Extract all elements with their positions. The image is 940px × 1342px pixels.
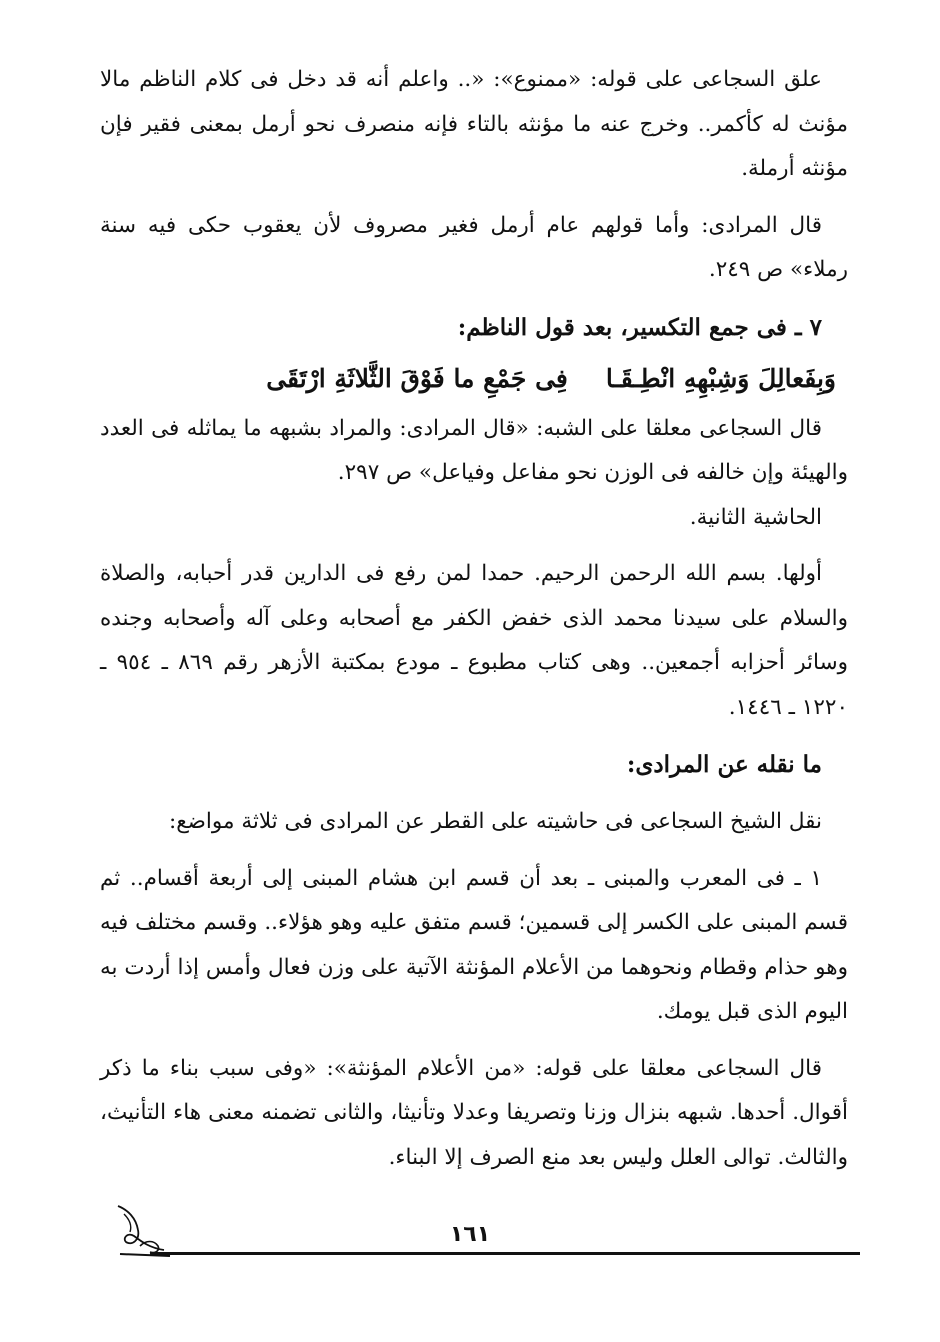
section-heading-plural: ٧ ـ فى جمع التكسير، بعد قول الناظم:	[457, 313, 822, 341]
verse-first-hemistich: وَبِفَعالِلَ وَشِبْهِهِ انْطِـقَـا	[605, 363, 836, 393]
paragraph-1: علق السجاعى على قوله: «ممنوع»: «.. واعلم أنه قد دخل فى كلام الناظم مالا مؤنث له كأكمر.. وخرج عنه ما مؤنثه بالتاء فإنه منصرف نحو أرمل بمعنى فقير فإن مؤنثه أرملة.	[100, 67, 848, 181]
poetry-verse	[100, 351, 848, 407]
paragraph-6: نقل الشيخ السجاعى فى حاشيته على القطر عن المرادى فى ثلاثة مواضع:	[168, 809, 822, 834]
page-number: ١٦١	[449, 1222, 491, 1247]
paragraph-7: ١ ـ فى المعرب والمبنى ـ بعد أن قسم ابن هشام المبنى إلى أربعة أقسام.. ثم قسم المبنى على الكسر إلى قسمين؛ قسم متفق عليه وهو هؤلاء.. وقسم مختلف فيه وهو حذام وقطام ونحوهما من الأعلام المؤنثة الآتية على وزن فعال وأمس إذا أردت به اليوم الذى قبل يومك.	[100, 865, 848, 1024]
paragraph-2: قال المرادى: وأما قولهم عام أرمل فغير مصروف لأن يعقوب حكى فيه سنة رملاء» ص ٢٤٩.	[100, 212, 848, 282]
footer-rule	[150, 1252, 860, 1255]
paragraph-5: أولها. بسم الله الرحمن الرحيم. حمدا لمن رفع فى الدارين قدر أحبابه، والصلاة والسلام على سيدنا محمد الذى خفض الكفر مع أصحابه وعلى آله وأصحابه وجنده وسائر أحزابه أجمعين.. وهى كتاب مطبوع ـ مودع بمكتبة الأزهر رقم ٨٦٩ ـ ٩٥٤ ـ ١٢٢٠ ـ ١٤٤٦.	[100, 561, 848, 720]
page-body	[100, 58, 848, 1180]
paragraph-3: قال السجاعى معلقا على الشبه: «قال المرادى: والمراد بشبهه ما يماثله فى العدد والهيئة وإن خالفه فى الوزن نحو مفاعل وفياعل» ص ٢٩٧.	[100, 415, 848, 485]
paragraph-8: قال السجاعى معلقا على قوله: «من الأعلام المؤنثة»: «وفى سبب بناء ما ذكر أقوال. أحدها. شبهه بنزال وزنا وتصريفا وعدلا وتأنيثا، والثانى تضمنه معنى هاء التأنيث، والثالث. توالى العلل وليس بعد منع الصرف إلا البناء.	[100, 1055, 848, 1170]
verse-second-hemistich: فِى جَمْعِ ما فَوْقَ الثَّلاثَةِ ارْتَقَى	[266, 363, 568, 393]
section-heading-muradi: ما نقله عن المرادى:	[626, 751, 822, 778]
paragraph-4: الحاشية الثانية.	[689, 504, 822, 530]
